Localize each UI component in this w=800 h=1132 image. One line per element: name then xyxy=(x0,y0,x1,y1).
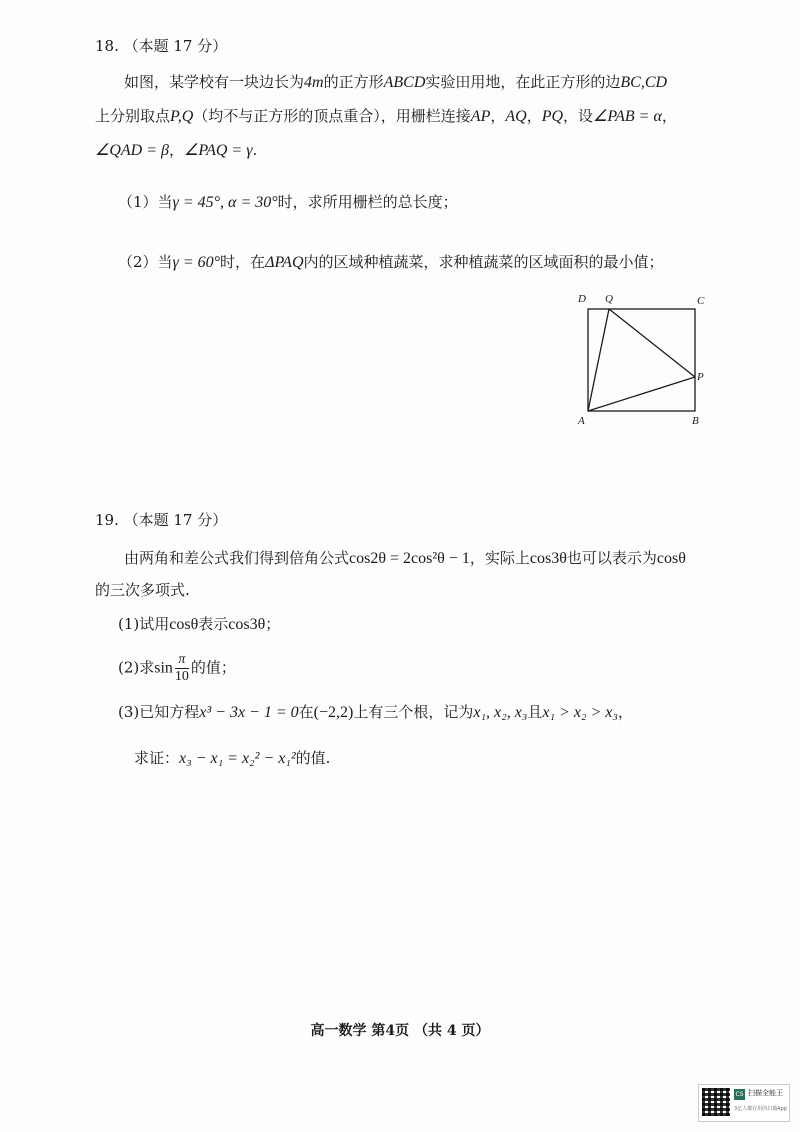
label-b: B xyxy=(692,415,699,427)
q18-part1: （1）当γ = 45°, α = 30°时，求所用栅栏的总长度； xyxy=(118,193,458,211)
camscanner-logo-icon: CS xyxy=(735,1091,744,1098)
qr-code-icon xyxy=(702,1088,730,1116)
q18-intro-line2: 上分别取点P,Q（均不与正方形的顶点重合），用栅栏连接AP，AQ，PQ，设∠PAB = α， xyxy=(95,107,677,125)
segment-ap xyxy=(588,377,695,411)
q18-part2: （2）当γ = 60°时，在ΔPAQ内的区域种植蔬菜，求种植蔬菜的区域面积的最小值； xyxy=(118,253,664,271)
q19-intro-line1: 由两角和差公式我们得到倍角公式cos2θ = 2cos²θ − 1，实际上cos3θ也可以表示为cosθ xyxy=(124,549,686,567)
scanner-watermark xyxy=(698,1084,790,1122)
label-a: A xyxy=(578,415,585,427)
q19-part3: (3)已知方程x³ − 3x − 1 = 0在(−2,2)上有三个根，记为x₁, x₂, x₃且x₁ > x₂ > x₃， xyxy=(118,703,633,721)
square-abcd xyxy=(588,309,695,411)
label-c: C xyxy=(697,295,705,307)
segment-pq xyxy=(609,309,695,377)
q19-intro-line2: 的三次多项式. xyxy=(95,581,190,599)
q18-intro-line3: ∠QAD = β，∠PAQ = γ. xyxy=(95,141,258,159)
watermark-subtitle: 3亿人都在用的扫描App xyxy=(734,1106,787,1112)
fraction-pi-over-10: $\frac{\pi}{10}$ xyxy=(174,652,189,684)
q19-part1: (1)试用cosθ表示cos3θ； xyxy=(118,615,281,633)
watermark-name: 扫描全能王 xyxy=(748,1089,783,1097)
square-figure xyxy=(572,290,712,430)
q18-intro-line1: 如图，某学校有一块边长为4m的正方形ABCD实验田用地，在此正方形的边BC,CD xyxy=(124,73,668,91)
label-d: D xyxy=(578,293,586,305)
segment-aq xyxy=(588,309,609,411)
q19-proof: 求证：x₃ − x₁ = x₂² − x₁²的值. xyxy=(134,749,331,767)
label-p: P xyxy=(697,371,704,383)
page-footer: 高一数学 第4页 （共 4 页） xyxy=(310,1023,490,1039)
q18-heading: 18. （本题 17 分） xyxy=(95,37,228,55)
q19-heading: 19. （本题 17 分） xyxy=(95,511,228,529)
label-q: Q xyxy=(605,293,613,305)
q19-part2: (2)求sin $\frac{\pi}{10}$ 的值； xyxy=(118,652,236,684)
